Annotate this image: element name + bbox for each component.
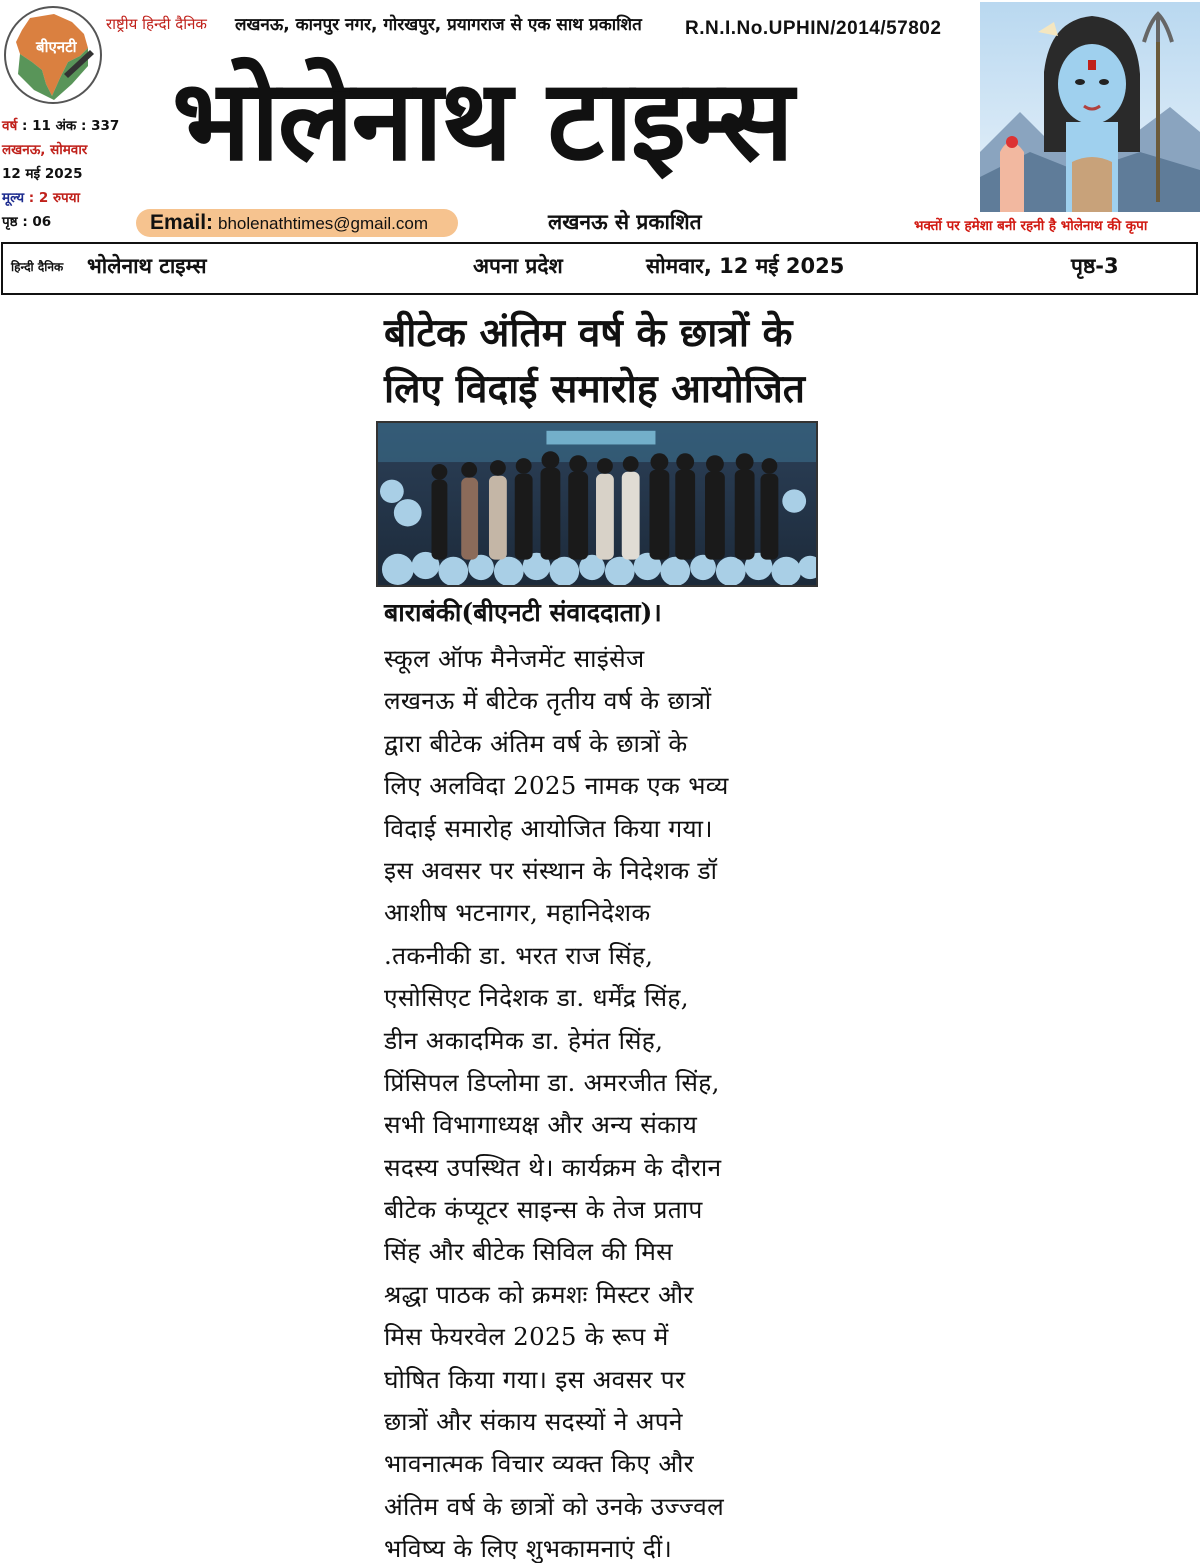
article-body-line: घोषित किया गया। इस अवसर पर <box>384 1364 686 1394</box>
issue-date: 12 मई 2025 <box>2 166 83 182</box>
article-body <box>384 638 814 1563</box>
article-body-line: लिए अलविदा 2025 नामक एक भव्य <box>384 771 729 801</box>
article-body-line: .तकनीकी डा. भरत राज सिंह, <box>384 940 654 970</box>
bar-section: अपना प्रदेश <box>473 254 563 278</box>
bar-page-number: पृष्ठ-3 <box>1071 254 1119 278</box>
email-badge <box>136 209 458 237</box>
issue-place-day: लखनऊ, सोमवार <box>2 142 88 158</box>
deity-illustration <box>980 2 1200 212</box>
article-body-line: अंतिम वर्ष के छात्रों को उनके उज्ज्वल <box>384 1491 724 1521</box>
published-from: लखनऊ से प्रकाशित <box>548 210 702 234</box>
article-body-line: विदाई समारोह आयोजित किया गया। <box>384 813 713 843</box>
issue-year: वर्ष : 11 अंक : 337 <box>2 118 120 134</box>
bar-paper-name: भोलेनाथ टाइम्स <box>87 254 207 278</box>
article-headline <box>384 306 824 418</box>
bar-daily-label: हिन्दी दैनिक <box>11 260 64 274</box>
article-body-line: श्रद्धा पाठक को क्रमशः मिस्टर और <box>384 1279 694 1309</box>
page-header-bar <box>1 242 1198 295</box>
bar-date: सोमवार, 12 मई 2025 <box>646 254 845 278</box>
article-body-line: लखनऊ में बीटेक तृतीय वर्ष के छात्रों <box>384 686 712 716</box>
newspaper-title: भोलेनाथ टाइम्स <box>172 56 792 186</box>
article-body-line: डीन अकादमिक डा. हेमंत सिंह, <box>384 1025 664 1055</box>
article-body-line: स्कूल ऑफ मैनेजमेंट साइंसेज <box>384 644 645 673</box>
article-body-line: एसोसिएट निदेशक डा. धर्मेंद्र सिंह, <box>384 983 689 1013</box>
article-photo <box>376 421 818 587</box>
email-label: Email: <box>150 211 214 234</box>
issue-price: मूल्य : 2 रुपया <box>2 190 81 206</box>
article-body-line: भावनात्मक विचार व्यक्त किए और <box>384 1449 695 1479</box>
article-body-line: इस अवसर पर संस्थान के निदेशक डॉ <box>384 855 718 885</box>
article-body-line: सभी विभागाध्यक्ष और अन्य संकाय <box>384 1110 698 1140</box>
publication-cities: लखनऊ, कानपुर नगर, गोरखपुर, प्रयागराज से एक साथ प्रकाशित <box>235 15 642 35</box>
deity-caption: भक्तों पर हमेशा बनी रहनी है भोलेनाथ की कृपा <box>914 218 1148 234</box>
issue-pages: पृष्ठ : 06 <box>2 214 52 230</box>
article-body-line: भविष्य के लिए शुभकामनाएं दीं। <box>384 1534 673 1563</box>
article-body-line: बीटेक कंप्यूटर साइन्स के तेज प्रताप <box>384 1195 703 1225</box>
tagline: राष्ट्रीय हिन्दी दैनिक <box>106 15 207 33</box>
logo-text: बीएनटी <box>36 38 77 56</box>
article-dateline: बाराबंकी(बीएनटी संवाददाता)। <box>384 598 662 627</box>
issue-meta <box>2 114 119 234</box>
email-link[interactable]: bholenathtimes@gmail.com <box>218 214 429 233</box>
newspaper-logo <box>2 4 104 106</box>
rni-number: R.N.I.No.UPHIN/2014/57802 <box>685 18 942 39</box>
headline-line: बीटेक अंतिम वर्ष के छात्रों के <box>384 311 793 356</box>
article-body-line: छात्रों और संकाय सदस्यों ने अपने <box>384 1407 683 1437</box>
article-body-line: प्रिंसिपल डिप्लोमा डा. अमरजीत सिंह, <box>384 1067 720 1097</box>
article-body-line: द्वारा बीटेक अंतिम वर्ष के छात्रों के <box>384 728 688 758</box>
article-body-line: सिंह और बीटेक सिविल की मिस <box>384 1237 674 1267</box>
article-body-line: सदस्य उपस्थित थे। कार्यक्रम के दौरान <box>384 1152 722 1182</box>
article-body-line: मिस फेयरवेल 2025 के रूप में <box>384 1322 669 1352</box>
headline-line: लिए विदाई समारोह आयोजित <box>384 367 805 412</box>
article-body-line: आशीष भटनागर, महानिदेशक <box>384 898 651 928</box>
